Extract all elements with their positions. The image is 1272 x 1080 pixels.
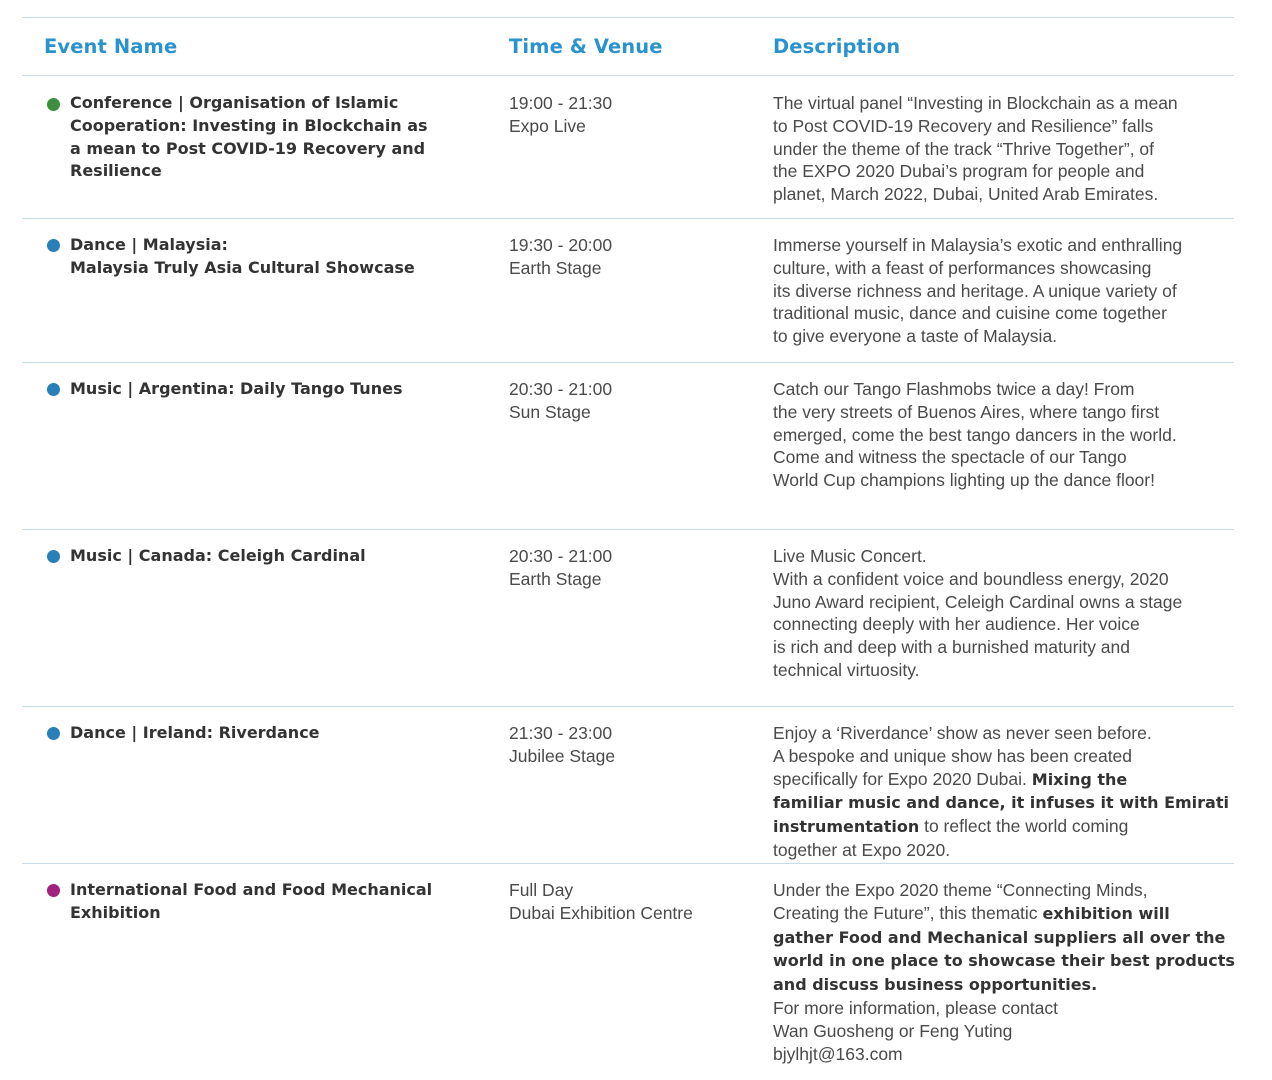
event-description: Under the Expo 2020 theme “Connecting Minds, Creating the Future”, this thematic exhibition will gather Food and Mechanical suppliers all over the world in one place to showcase their best products and discuss business opportunities. For more information, please contact Wan Guosheng or Feng Yuting bjylhjt@163.com <box>773 880 1235 1064</box>
event-venue: Jubilee Stage <box>509 745 616 766</box>
category-dot-icon <box>47 727 60 740</box>
event-description: Live Music Concert. With a confident voice and boundless energy, 2020 Juno Award recipient, Celeigh Cardinal owns a stage connecting deeply with her audience. Her voice is rich and deep with a burnished maturity and technical virtuosity. <box>773 546 1183 680</box>
event-name: Music | Canada: Celeigh Cardinal <box>70 546 366 565</box>
category-dot-icon <box>47 98 60 111</box>
contact-email[interactable]: bjylhjt@163.com <box>773 1043 903 1064</box>
event-name: Dance | Malaysia: Malaysia Truly Asia Cultural Showcase <box>70 235 415 277</box>
event-time-venue <box>509 545 759 591</box>
category-dot-icon <box>47 239 60 252</box>
event-description: The virtual panel “Investing in Blockchain as a mean to Post COVID-19 Recovery and Resilience” falls under the theme of the track “Thrive Together”, of the EXPO 2020 Dubai’s program for people and planet, March 2022, Dubai, United Arab Emirates. <box>773 93 1178 205</box>
category-dot-icon <box>47 383 60 396</box>
event-venue: Earth Stage <box>509 568 602 589</box>
event-name: Conference | Organisation of Islamic Cooperation: Investing in Blockchain as a mean to Post COVID-19 Recovery and Resilience <box>70 93 428 181</box>
header-description: Description <box>773 35 901 58</box>
event-time: 21:30 - 23:00 <box>509 723 613 743</box>
table-row <box>22 864 1234 1074</box>
event-name: Dance | Ireland: Riverdance <box>70 723 320 742</box>
header-time-venue: Time & Venue <box>509 35 663 58</box>
table-row <box>22 530 1234 707</box>
event-venue: Sun Stage <box>509 401 591 422</box>
event-time-venue <box>509 722 759 768</box>
table-row <box>22 363 1234 530</box>
category-dot-icon <box>47 884 60 897</box>
event-time: 20:30 - 21:00 <box>509 546 613 566</box>
event-venue: Earth Stage <box>509 257 602 278</box>
event-description: Catch our Tango Flashmobs twice a day! From the very streets of Buenos Aires, where tango first emerged, come the best tango dancers in the world. Come and witness the spectacle of our Tango World Cup champions lighting up the dance floor! <box>773 379 1177 491</box>
header-event-name: Event Name <box>44 35 178 58</box>
event-venue: Expo Live <box>509 115 586 136</box>
event-time: 19:30 - 20:00 <box>509 235 613 255</box>
events-table <box>22 17 1234 1074</box>
event-name: International Food and Food Mechanical Exhibition <box>70 880 433 922</box>
table-row <box>22 707 1234 864</box>
event-venue: Dubai Exhibition Centre <box>509 902 693 923</box>
category-dot-icon <box>47 550 60 563</box>
event-description: Enjoy a ‘Riverdance’ show as never seen before. A bespoke and unique show has been created specifically for Expo 2020 Dubai. Mixing the familiar music and dance, it infuses it with Emirati instrumentation to reflect the world coming together at Expo 2020. <box>773 723 1229 860</box>
table-row <box>22 219 1234 363</box>
event-time-venue <box>509 378 759 424</box>
table-row <box>22 76 1234 219</box>
event-time-venue <box>509 879 759 925</box>
event-time: 19:00 - 21:30 <box>509 93 613 113</box>
event-time: 20:30 - 21:00 <box>509 379 613 399</box>
event-time-venue <box>509 234 759 280</box>
event-description: Immerse yourself in Malaysia’s exotic and enthralling culture, with a feast of performances showcasing its diverse richness and heritage. A unique variety of traditional music, dance and cuisine come together to give everyone a taste of Malaysia. <box>773 235 1183 347</box>
event-name: Music | Argentina: Daily Tango Tunes <box>70 379 403 398</box>
table-header <box>22 18 1234 76</box>
event-time-venue <box>509 92 759 138</box>
event-time: Full Day <box>509 880 574 900</box>
